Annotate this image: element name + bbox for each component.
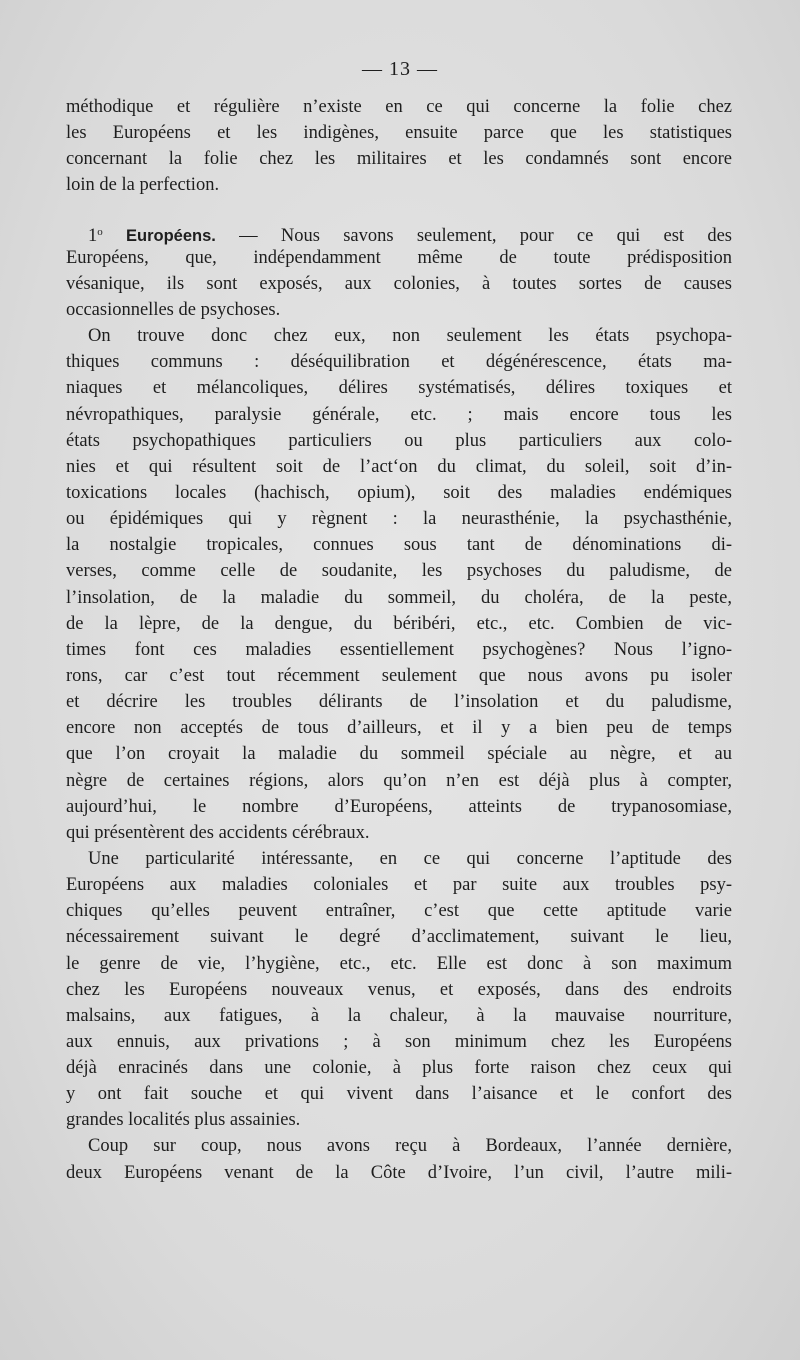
paragraph-5 bbox=[66, 1133, 732, 1185]
text-line: méthodique et régulière n’existe en ce qui concerne la folie chez bbox=[66, 97, 732, 117]
page-number: — 13 — bbox=[362, 58, 438, 80]
text-line: que l’on croyait la maladie du sommeil spéciale au nègre, et au bbox=[66, 744, 732, 765]
paragraph-3 bbox=[66, 323, 732, 846]
text-line: Européens, que, indépendamment même de toute prédisposition bbox=[66, 247, 732, 268]
paragraph-2 bbox=[66, 219, 732, 324]
text-line: états psychopathiques particuliers ou plus particuliers aux colo- bbox=[66, 430, 732, 451]
section-heading: Européens. bbox=[126, 226, 216, 245]
text-line: et décrire les troubles délirants de l’insolation et du paludisme, bbox=[66, 692, 732, 713]
text-line: vésanique, ils sont exposés, aux colonies, à toutes sortes de causes bbox=[66, 273, 732, 294]
text-line: rons, car c’est tout récemment seulement que nous avons pu isoler bbox=[66, 665, 732, 686]
text-line: Européens aux maladies coloniales et par suite aux troubles psy- bbox=[66, 875, 732, 896]
text-line: de la lèpre, de la dengue, du béribéri, etc., etc. Combien de vic- bbox=[66, 613, 732, 634]
text-line: concernant la folie chez les militaires et les condamnés sont encore bbox=[66, 149, 732, 170]
text-line: ou épidémiques qui y règnent : la neurasthénie, la psychasthénie, bbox=[66, 509, 732, 530]
section-heading-line bbox=[66, 219, 732, 245]
text-line: Une particularité intéressante, en ce qui concerne l’aptitude des bbox=[88, 848, 732, 869]
text-line: grandes localités plus assainies. bbox=[66, 1110, 301, 1131]
paragraph-4 bbox=[66, 846, 732, 1134]
text-line: deux Européens venant de la Côte d’Ivoire, l’un civil, l’autre mili- bbox=[66, 1162, 732, 1183]
section-gap bbox=[66, 199, 732, 219]
paragraph-1 bbox=[66, 94, 732, 199]
text-line: la nostalgie tropicales, connues sous tant de dénominations di- bbox=[66, 535, 732, 556]
text-line: occasionnelles de psychoses. bbox=[66, 299, 281, 320]
text-line: encore non acceptés de tous d’ailleurs, et il y a bien peu de temps bbox=[66, 718, 732, 739]
text-line: nies et qui résultent soit de l’act‘on du climat, du soleil, soit d’in- bbox=[66, 456, 732, 477]
text-line: On trouve donc chez eux, non seulement les états psychopa- bbox=[88, 326, 732, 347]
text-line: l’insolation, de la maladie du sommeil, du choléra, de la peste, bbox=[66, 587, 732, 608]
heading-line-text: — Nous savons seulement, pour ce qui est des bbox=[215, 225, 732, 246]
text-line: verses, comme celle de soudanite, les psychoses du paludisme, de bbox=[66, 561, 732, 582]
text-line: Coup sur coup, nous avons reçu à Bordeaux, l’année dernière, bbox=[88, 1136, 732, 1157]
text-line: nègre de certaines régions, alors qu’on n’en est déjà plus à compter, bbox=[66, 770, 732, 791]
text-line: le genre de vie, l’hygiène, etc., etc. Elle est donc à son maximum bbox=[66, 953, 732, 974]
text-line: thiques communs : déséquilibration et dégénérescence, états ma- bbox=[66, 352, 732, 373]
text-line: times font ces maladies essentiellement psychogènes? Nous l’igno- bbox=[66, 639, 732, 660]
text-line: les Européens et les indigènes, ensuite parce que les statistiques bbox=[66, 123, 732, 144]
text-line: niaques et mélancoliques, délires systématisés, délires toxiques et bbox=[66, 378, 732, 399]
text-line: y ont fait souche et qui vivent dans l’aisance et le confort des bbox=[66, 1084, 732, 1105]
text-line: nécessairement suivant le degré d’acclimatement, suivant le lieu, bbox=[66, 927, 732, 948]
body-text bbox=[66, 94, 732, 1186]
text-line: qui présentèrent des accidents cérébraux. bbox=[66, 822, 370, 843]
text-line: déjà enracinés dans une colonie, à plus forte raison chez ceux qui bbox=[66, 1058, 732, 1079]
text-line: malsains, aux fatigues, à la chaleur, à la mauvaise nourriture, bbox=[66, 1005, 732, 1026]
text-line: toxications locales (hachisch, opium), soit des maladies endémiques bbox=[66, 482, 732, 503]
text-line: aujourd’hui, le nombre d’Européens, atteints de trypanosomiase, bbox=[66, 796, 732, 817]
text-line: chiques qu’elles peuvent entraîner, c’est que cette aptitude varie bbox=[66, 901, 732, 922]
section-number: 1$^o$ bbox=[88, 225, 103, 246]
text-line: névropathiques, paralysie générale, etc. ; mais encore tous les bbox=[66, 404, 732, 425]
text-line: chez les Européens nouveaux venus, et exposés, dans des endroits bbox=[66, 979, 732, 1000]
text-line: loin de la perfection. bbox=[66, 175, 220, 196]
text-line: aux ennuis, aux privations ; à son minimum chez les Européens bbox=[66, 1031, 732, 1052]
